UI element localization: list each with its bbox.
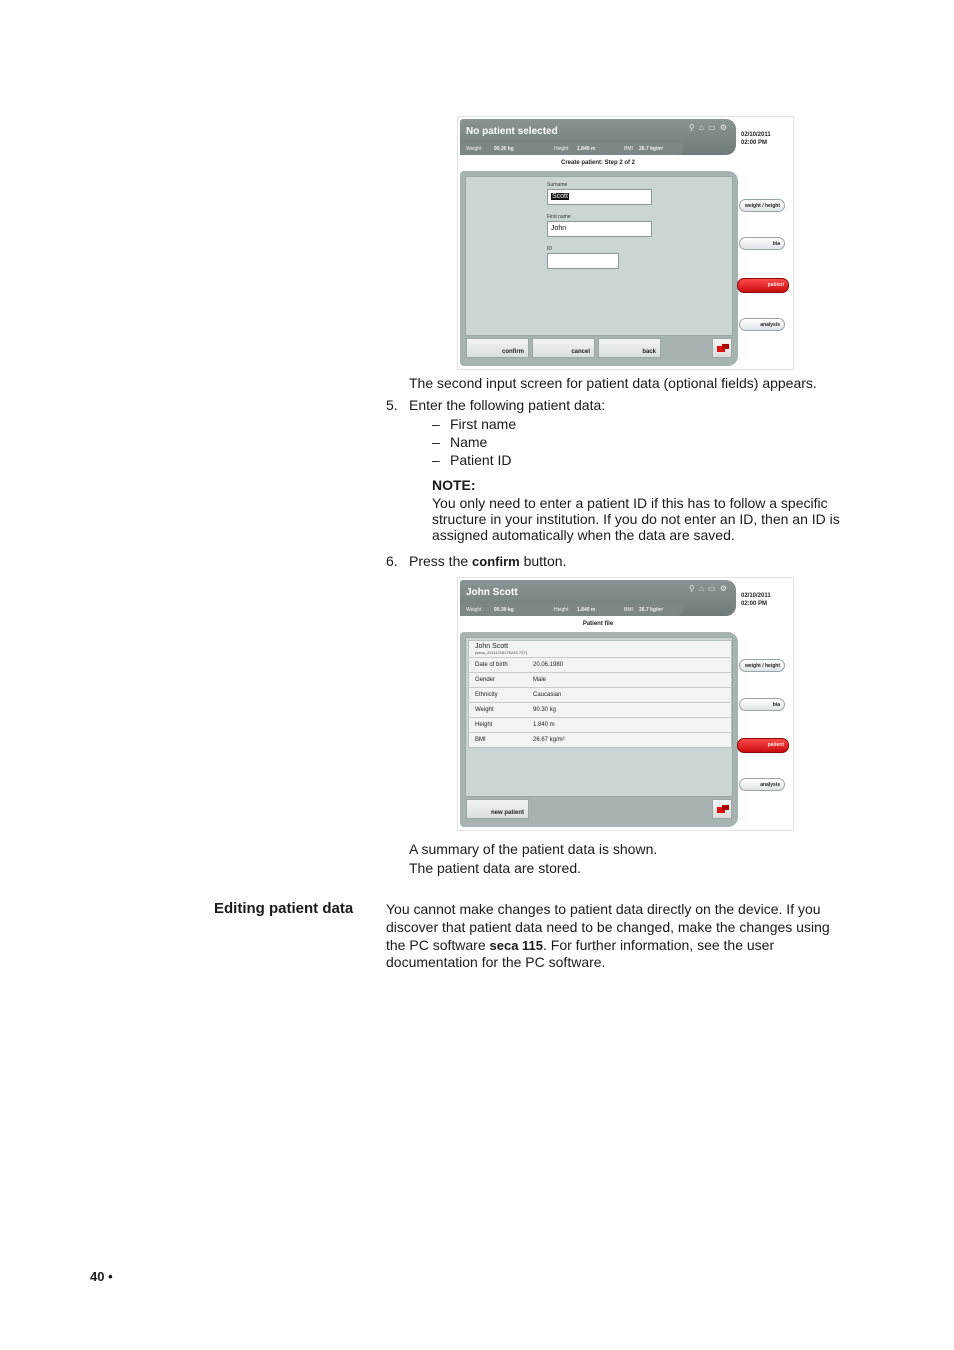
caption-data-stored: The patient data are stored.	[409, 860, 581, 876]
side-button-bia[interactable]: bia	[739, 698, 785, 711]
table-row	[469, 687, 731, 702]
note-line-3: assigned automatically when the data are saved.	[432, 527, 735, 543]
cancel-button[interactable]: cancel	[532, 338, 595, 358]
language-flag-button[interactable]	[712, 799, 732, 819]
row-value: 90.30 kg	[533, 707, 557, 713]
bmi-value: 26.7 kg/m²	[639, 607, 664, 613]
surname-value: Scott	[552, 193, 568, 200]
section-line-2: discover that patient data need to be changed, make the changes using	[386, 919, 830, 935]
surname-label: Surname	[547, 182, 568, 188]
patient-file-panel	[460, 632, 738, 827]
side-button-weight-height[interactable]: weight / height	[739, 199, 785, 212]
patient-id: (seca_20111216175243-707)	[475, 650, 527, 655]
device-screenshot-patient-file	[457, 577, 794, 831]
row-label: Ethnicity	[475, 692, 498, 698]
patient-name: John Scott	[475, 643, 509, 650]
height-value: 1.840 m	[577, 607, 596, 613]
row-value: 20.06.1980	[533, 662, 564, 668]
bullet-dash: –	[432, 452, 440, 468]
bullet-dash: –	[432, 416, 440, 432]
id-field[interactable]	[547, 253, 619, 269]
row-label: Gender	[475, 677, 496, 683]
weight-label: Weight	[466, 146, 482, 152]
row-label: Date of birth	[475, 662, 508, 668]
side-button-analysis[interactable]: analysis	[739, 778, 785, 791]
input-panel	[460, 171, 738, 366]
weight-label: Weight	[466, 607, 482, 613]
side-button-bia[interactable]: bia	[739, 237, 785, 250]
firstname-field[interactable]: John	[547, 221, 652, 237]
side-button-patient[interactable]: patient	[737, 738, 789, 753]
bullet-dash: –	[432, 434, 440, 450]
weight-value: 90.30 kg	[494, 607, 514, 613]
device-datetime	[741, 592, 771, 608]
section-line-4: documentation for the PC software.	[386, 954, 606, 970]
table-row	[469, 657, 731, 672]
section-line-1: You cannot make changes to patient data directly on the device. If you	[386, 901, 821, 917]
device-time: 02:00 PM	[741, 601, 768, 607]
step-6-text: Press the confirm button.	[409, 553, 567, 569]
confirm-button[interactable]: confirm	[466, 338, 529, 358]
screen-subtitle: Patient file	[582, 621, 614, 627]
confirm-keyword: confirm	[472, 554, 520, 569]
input-area	[465, 176, 733, 336]
software-name: seca 115	[489, 938, 544, 953]
side-button-patient[interactable]: patient	[737, 278, 789, 293]
firstname-label: First name	[547, 214, 571, 220]
row-label: Weight	[475, 707, 494, 713]
device-date: 02/10/2011	[741, 132, 771, 138]
note-line-1: You only need to enter a patient ID if this has to follow a specific	[432, 495, 828, 511]
status-icons: ⚲ ⌂ ▭ ⚙	[688, 584, 728, 593]
bullet-name: Name	[450, 434, 488, 450]
bullet-first-name: First name	[450, 416, 517, 432]
row-value: 26.67 kg/m²	[533, 737, 565, 743]
table-row	[469, 732, 731, 747]
section-heading: Editing patient data	[214, 900, 354, 917]
screen-subtitle: Create patient: Step 2 of 2	[560, 160, 635, 166]
page-number: 40 •	[90, 1269, 113, 1284]
status-icons: ⚲ ⌂ ▭ ⚙	[688, 123, 728, 132]
measurement-bar	[460, 143, 684, 155]
measurement-bar	[460, 604, 684, 616]
device-screenshot-create-patient	[457, 116, 794, 370]
bmi-label: BMI	[624, 607, 633, 613]
patient-summary-table	[468, 640, 732, 748]
height-value: 1.840 m	[577, 146, 596, 152]
table-row	[469, 702, 731, 717]
row-value: Male	[533, 677, 547, 683]
row-label: BMI	[475, 737, 486, 743]
section-line-3: the PC software seca 115. For further information, see the user	[386, 937, 775, 953]
device-time: 02:00 PM	[741, 140, 768, 146]
row-label: Height	[475, 722, 493, 728]
bmi-label: BMI	[624, 146, 633, 152]
height-label: Height	[554, 146, 569, 152]
device-title: No patient selected	[466, 126, 558, 137]
bmi-value: 26.7 kg/m²	[639, 146, 664, 152]
table-row	[469, 672, 731, 687]
language-flag-button[interactable]	[712, 338, 732, 358]
note-line-2: structure in your institution. If you do not enter an ID, then an ID is	[432, 511, 840, 527]
step-5-text: Enter the following patient data:	[409, 397, 606, 413]
bullet-patient-id: Patient ID	[450, 452, 512, 468]
caption-summary-shown: A summary of the patient data is shown.	[409, 841, 658, 857]
side-button-analysis[interactable]: analysis	[739, 318, 785, 331]
row-value: 1.840 m	[533, 722, 555, 728]
caption-second-input-screen: The second input screen for patient data (optional fields) appears.	[409, 375, 817, 391]
note-heading: NOTE:	[432, 477, 476, 493]
weight-value: 90.30 kg	[494, 146, 514, 152]
step-6-number: 6.	[386, 553, 398, 569]
back-button[interactable]: back	[598, 338, 661, 358]
row-value: Caucasian	[533, 692, 562, 698]
device-title: John Scott	[466, 587, 518, 598]
flag-icon-back	[722, 344, 729, 349]
device-datetime	[741, 131, 771, 147]
table-row	[469, 717, 731, 732]
surname-field[interactable]	[547, 189, 652, 205]
height-label: Height	[554, 607, 569, 613]
step-5-number: 5.	[386, 397, 398, 413]
side-button-weight-height[interactable]: weight / height	[739, 659, 785, 672]
id-label: ID	[547, 246, 552, 252]
flag-icon-back	[722, 805, 729, 810]
new-patient-button[interactable]: new patient	[466, 799, 529, 819]
device-date: 02/10/2011	[741, 593, 771, 599]
